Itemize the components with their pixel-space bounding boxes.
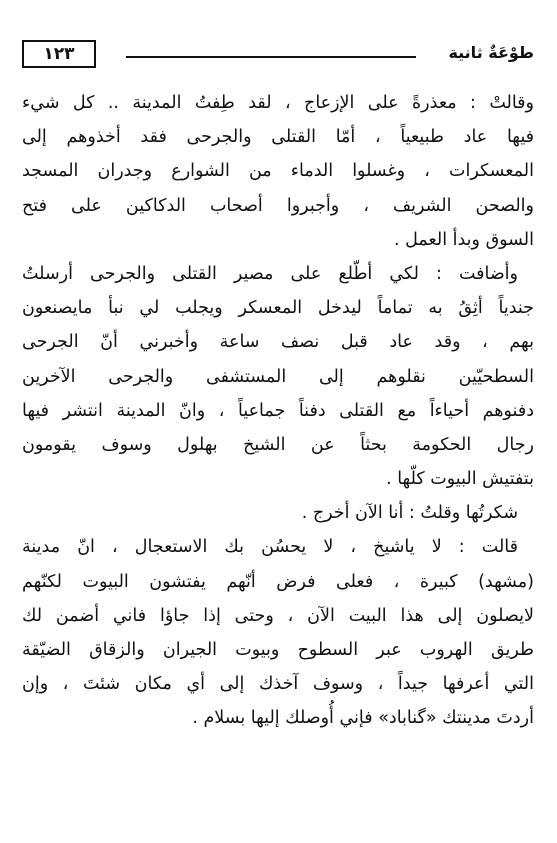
text-line: قالت : لا ياشيخ ، لا يحسُن بك الاستعجال ، انّ مدينة [22, 537, 518, 558]
text-line: رجال الحكومة بحثاً عن الشيخ بهلول وسوف يقومون [22, 434, 534, 455]
text-line: جندياً أثِقُ به تماماً ليدخل المعسكر ويجلب لي نبأ مايصنعون [22, 298, 534, 319]
text-line: فيها عاد طبيعياً ، أمّا القتلى والجرحى فقد أخذوهم إلى [22, 127, 534, 148]
text-line: (مشهد) كبيرة ، فعلى فرض أنّهم يفتشون البيوت لكنّهم [22, 571, 534, 592]
text-line: دفنوهم أحياءاً مع القتلى دفناً جماعياً ، وانّ المدينة انتشر فيها [22, 400, 534, 421]
text-line: بهم ، وقد عاد قبل نصف ساعة وأخبرني أنّ الجرحى [22, 332, 534, 353]
text-line: وقالتْ : معذرةً على الإزعاج ، لقد طِفتُ المدينة .. كل شيء [22, 93, 534, 113]
text-line: وأضافت : لكي أطّلع على مصير القتلى والجرحى أرسلتُ [22, 263, 518, 284]
text-line: المعسكرات ، وغسلوا الدماء من الشوارع وجدران المسجد [22, 161, 534, 182]
text-line: لايصلون إلى هذا البيت الآن ، وحتى إذا جاؤا فاني أضمن لك [22, 605, 534, 626]
page-number-box: ١٢٣ [22, 40, 96, 68]
text-line: السوق وبدأ العمل . [393, 229, 534, 250]
text-line: السطحيّين نقلوهم إلى المستشفى والجرحى الآخرين [22, 366, 534, 387]
header-rule [126, 56, 416, 58]
text-line: أردتَ مدينتك «گناباد» فإني أُوصلك إليها بسلام . [192, 708, 534, 729]
running-title: طوْعَةٌ ثانية [448, 43, 534, 62]
text-line: شكرتُها وقلتُ : أنا الآن أخرج . [301, 503, 518, 524]
text-line: بتفتيش البيوت كلّها . [386, 469, 534, 490]
text-line: التي أعرفها جيداً ، وسوف آخذك إلى أي مكان شئتَ ، وإن [22, 674, 534, 695]
text-line: والصحن الشريف ، وأجبروا أصحاب الدكاكين على فتح [22, 195, 534, 216]
body-text [22, 86, 534, 736]
text-line: طريق الهروب عبر السطوح وبيوت الجيران والزقاق الضيّقة [22, 640, 534, 660]
page-header [22, 40, 534, 70]
